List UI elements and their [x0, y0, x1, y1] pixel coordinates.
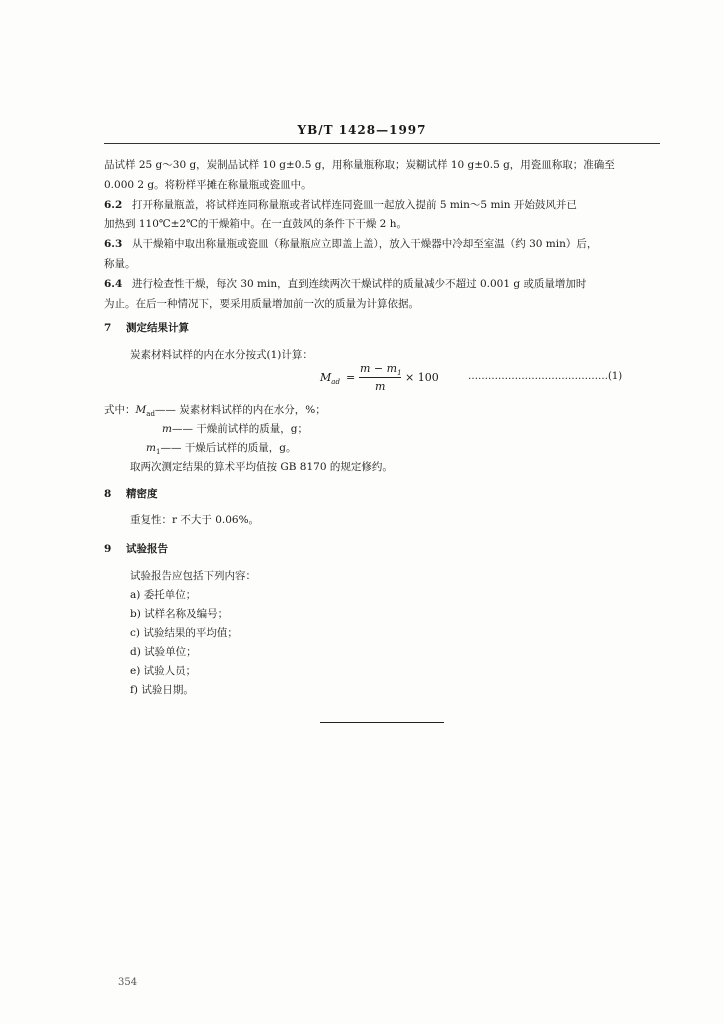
page-number: 354 — [118, 977, 138, 988]
clause-6-3 — [104, 236, 597, 251]
section-7-heading — [104, 320, 189, 335]
clause-6-3-line-2: 称量。 — [104, 258, 136, 270]
where-label: 式中： — [104, 404, 136, 416]
where-definition-2: m—— 干燥前试样的质量，g； — [162, 423, 309, 435]
formula-lhs: $M_{ad}$ — [320, 371, 340, 387]
formula-denominator: m — [375, 380, 386, 393]
clause-6-2 — [104, 197, 577, 212]
report-item-c: c) 试验结果的平均值； — [130, 627, 238, 639]
section-number: 9 — [104, 543, 112, 555]
formula-times-100: × 100 — [405, 371, 439, 384]
formula-numerator: $m - m_1$ — [360, 362, 402, 378]
clause-number: 6.4 — [104, 278, 123, 290]
clause-text: 从干燥箱中取出称量瓶或瓷皿（称量瓶应立即盖上盖），放入干燥器中冷却至室温（约 30 min）后， — [132, 238, 598, 250]
clause-6-2-line-2: 加热到 110℃±2℃的干燥箱中。在一直鼓风的条件下干燥 2 h。 — [104, 218, 407, 230]
section-title: 精密度 — [126, 488, 158, 500]
section-title: 测定结果计算 — [126, 322, 189, 334]
clause-6-4-line-2: 为止。在后一种情况下，要采用质量增加前一次的质量为计算依据。 — [104, 298, 419, 310]
report-item-e: e) 试验人员； — [130, 665, 197, 677]
clause-number: 6.2 — [104, 199, 123, 211]
section-title: 试验报告 — [126, 543, 168, 555]
header-rule — [104, 143, 660, 144]
report-intro: 试验报告应包括下列内容： — [130, 570, 256, 582]
rounding-statement: 取两次测定结果的算术平均值按 GB 8170 的规定修约。 — [130, 461, 393, 473]
where-definition-3: $m_1——$ 干燥后试样的质量，g。 — [146, 442, 297, 457]
section-8-heading — [104, 486, 158, 501]
clause-text: 进行检查性干燥，每次 30 min，直到连续两次干燥试样的质量减少不超过 0.001 g 或质量增加时 — [132, 278, 587, 290]
clause-6-1-line-1: 品试样 25 g～30 g，炭制品试样 10 g±0.5 g，用称量瓶称取；炭糊试样 10 g±0.5 g，用瓷皿称取；准确至 — [104, 159, 615, 171]
formula-intro: 炭素材料试样的内在水分按式(1)计算： — [130, 349, 313, 361]
report-item-f: f) 试验日期。 — [130, 684, 194, 696]
fraction-bar — [359, 377, 401, 378]
where-definition-1: 式中：$M_{ad}——$ 炭素材料试样的内在水分，%； — [104, 404, 326, 419]
end-of-document-rule — [320, 722, 444, 723]
clause-6-1-line-2: 0.000 2 g。将粉样平摊在称量瓶或瓷皿中。 — [104, 179, 312, 191]
report-item-d: d) 试验单位； — [130, 646, 197, 658]
report-item-b: b) 试样名称及编号； — [130, 608, 229, 620]
repeatability-text: 重复性：r 不大于 0.06%。 — [130, 514, 260, 526]
section-number: 8 — [104, 488, 112, 500]
standard-code-header: YB/T 1428—1997 — [297, 123, 427, 137]
clause-text: 打开称量瓶盖，将试样连同称量瓶或者试样连同瓷皿一起放入提前 5 min～5 min 开始鼓风并已 — [132, 199, 577, 211]
section-9-heading — [104, 541, 168, 556]
formula-number-leader: ……………………………………(1) — [468, 371, 623, 382]
report-item-a: a) 委托单位； — [130, 589, 197, 601]
clause-number: 6.3 — [104, 238, 123, 250]
formula-equals: = — [346, 371, 356, 384]
section-number: 7 — [104, 322, 112, 334]
clause-6-4 — [104, 276, 586, 291]
